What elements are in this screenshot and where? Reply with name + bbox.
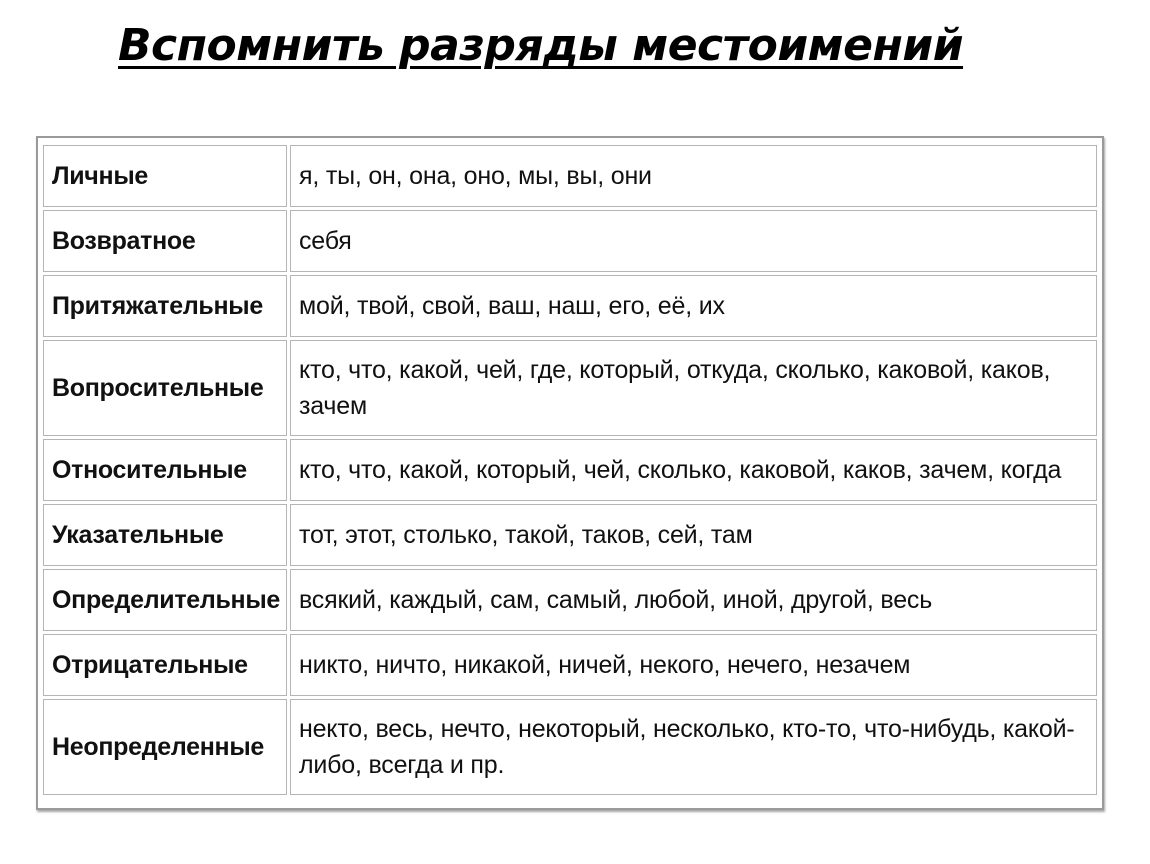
category-cell: Указательные xyxy=(43,504,287,566)
category-cell: Определительные xyxy=(43,569,287,631)
category-cell: Неопределенные xyxy=(43,699,287,795)
examples-cell: себя xyxy=(290,210,1097,272)
category-cell: Притяжательные xyxy=(43,275,287,337)
slide-title: Вспомнить разряды местоимений xyxy=(118,20,964,71)
table-row xyxy=(43,340,1097,436)
category-cell: Отрицательные xyxy=(43,634,287,696)
examples-cell: никто, ничто, никакой, ничей, некого, нечего, незачем xyxy=(290,634,1097,696)
table-row xyxy=(43,569,1097,631)
category-cell: Относительные xyxy=(43,439,287,501)
examples-cell: некто, весь, нечто, некоторый, несколько, кто-то, что-нибудь, какой-либо, всегда и пр. xyxy=(290,699,1097,795)
table-row xyxy=(43,439,1097,501)
examples-cell: кто, что, какой, который, чей, сколько, каковой, каков, зачем, когда xyxy=(290,439,1097,501)
examples-cell: тот, этот, столько, такой, таков, сей, там xyxy=(290,504,1097,566)
category-cell: Вопросительные xyxy=(43,340,287,436)
category-cell: Личные xyxy=(43,145,287,207)
table-row xyxy=(43,275,1097,337)
category-cell: Возвратное xyxy=(43,210,287,272)
pronoun-categories-table xyxy=(36,136,1104,810)
examples-cell: всякий, каждый, сам, самый, любой, иной, другой, весь xyxy=(290,569,1097,631)
table-row xyxy=(43,210,1097,272)
examples-cell: кто, что, какой, чей, где, который, откуда, сколько, каковой, каков, зачем xyxy=(290,340,1097,436)
examples-cell: мой, твой, свой, ваш, наш, его, её, их xyxy=(290,275,1097,337)
table-row xyxy=(43,699,1097,795)
table-row xyxy=(43,145,1097,207)
table-row xyxy=(43,504,1097,566)
pronoun-table-grid xyxy=(40,142,1100,798)
examples-cell: я, ты, он, она, оно, мы, вы, они xyxy=(290,145,1097,207)
table-row xyxy=(43,634,1097,696)
